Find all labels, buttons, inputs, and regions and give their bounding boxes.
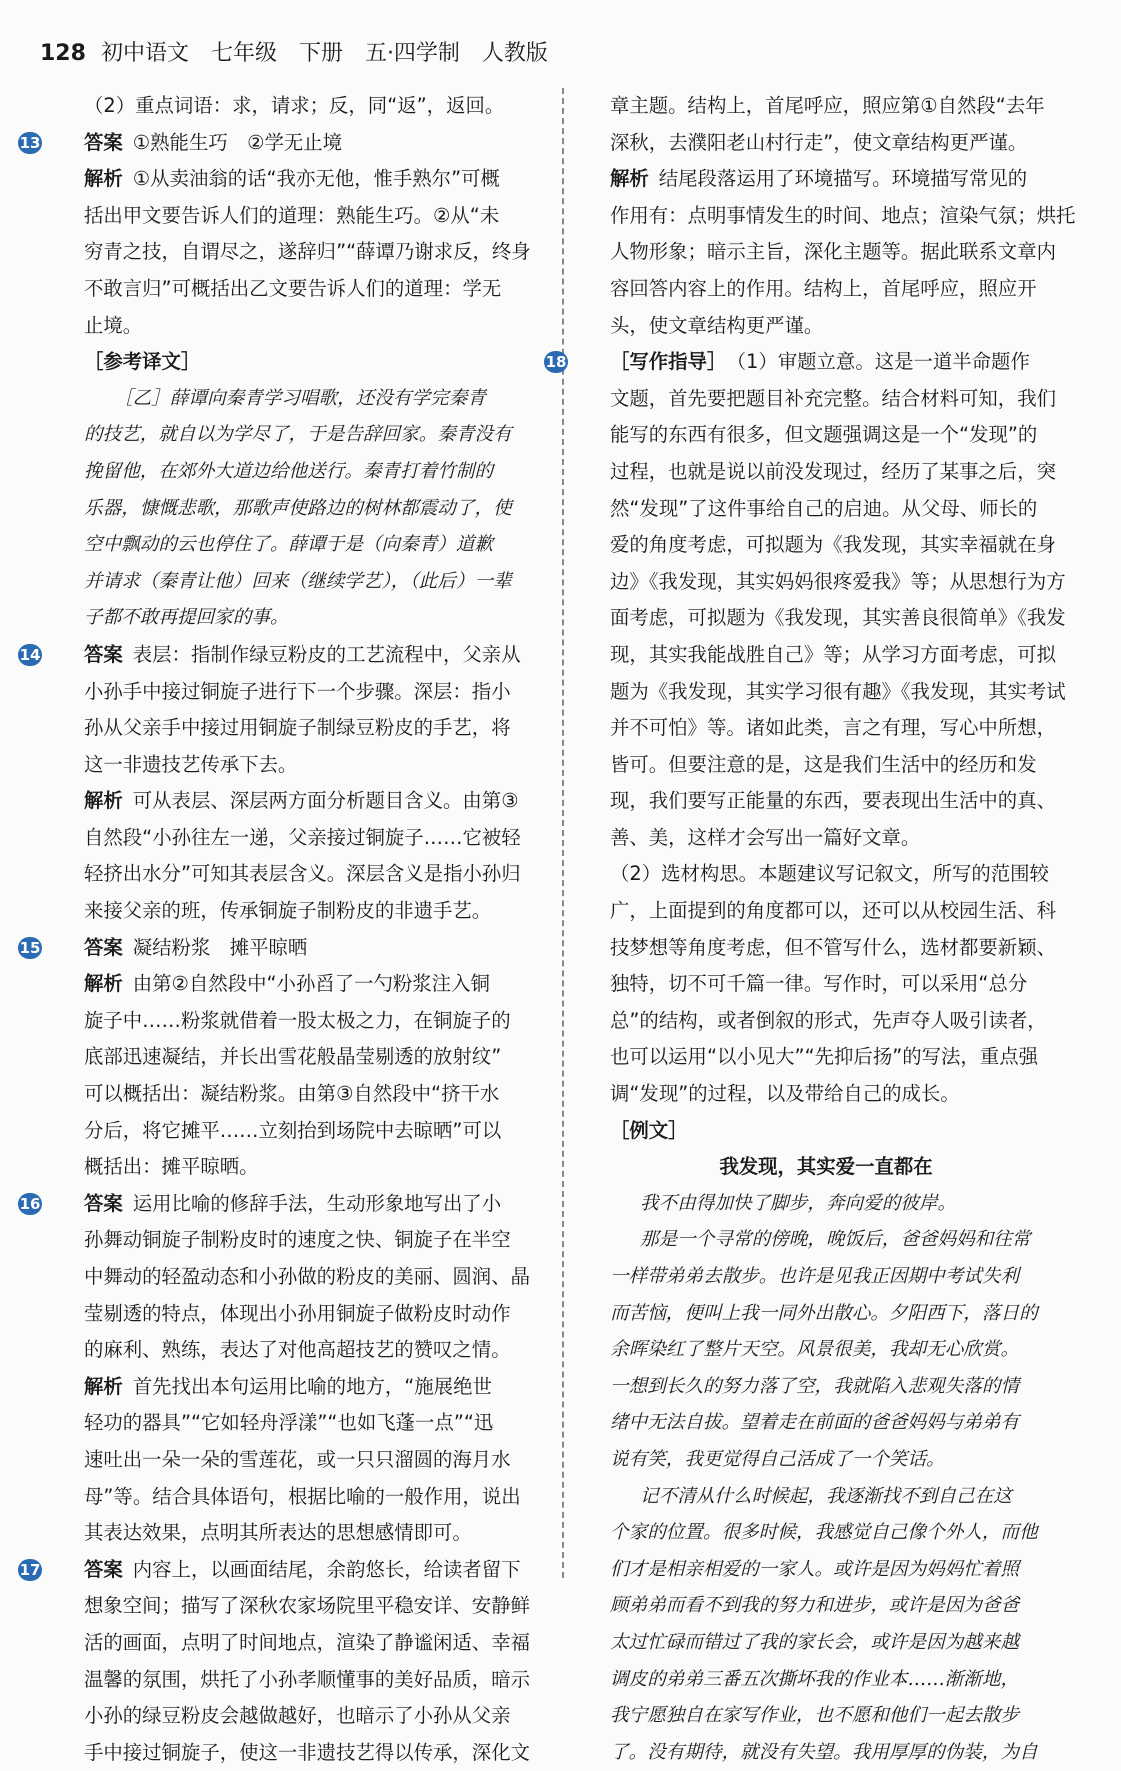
text-line: [578, 1698, 1074, 1735]
line-text: 挽留他，在郊外大道边给他送行。秦青打着竹制的: [84, 460, 494, 482]
question-number-badge: 13: [19, 133, 41, 152]
text-line: [578, 125, 1074, 162]
text-line: [578, 381, 1074, 418]
text-line: [52, 820, 548, 857]
text-line: [578, 1442, 1074, 1479]
text-line: [578, 527, 1074, 564]
text-line: [578, 1735, 1074, 1771]
line-text: 并请求（秦青让他）回来（继续学艺），（此后）一辈: [84, 570, 512, 592]
line-text: 内容上，以画面结尾，余韵悠长，给读者留下: [132, 1557, 521, 1581]
text-line: [52, 747, 548, 784]
text-line: [52, 234, 548, 271]
line-text: （2）重点词语：求，请求；反，同“返”，返回。: [84, 94, 505, 117]
line-text: 记不清从什么时候起，我逐渐找不到自己在这: [640, 1485, 1012, 1507]
line-text: 章主题。结构上，首尾呼应，照应第①自然段“去年: [610, 94, 1045, 117]
line-text: 太过忙碌而错过了我的家长会，或许是因为越来越: [610, 1631, 1020, 1653]
answer-label: 答案: [84, 642, 123, 666]
answer-label: ［写作指导］: [610, 350, 727, 374]
line-text: 止境。: [84, 313, 143, 337]
book-info: 初中语文 七年级 下册 五·四学制 人教版: [100, 41, 548, 66]
line-text: 现，我们要写正能量的东西，要表现出生活中的真、: [610, 789, 1056, 813]
answer-label: 解析: [84, 972, 123, 996]
line-text: 其表达效果，点明其所表达的思想感情即可。: [84, 1521, 472, 1545]
page-number: 128: [40, 41, 86, 66]
text-line: [578, 564, 1074, 601]
line-text: 想象空间；描写了深秋农家场院里平稳安详、安静鲜: [84, 1594, 530, 1618]
line-text: 作用有：点明事情发生的时间、地点；渲染气氛；烘托: [610, 203, 1076, 227]
line-text: 文题，首先要把题目补充完整。结合材料可知，我们: [610, 386, 1056, 410]
text-line: [578, 930, 1074, 967]
line-text: 穷青之技，自谓尽之，遂辞归”“薛谭乃谢求反，终身: [84, 240, 531, 264]
text-line: [578, 161, 1074, 198]
text-line: [578, 1003, 1074, 1040]
line-text: 底部迅速凝结，并长出雪花般晶莹剔透的放射纹”: [84, 1045, 502, 1069]
line-text: 轻挤出水分”可知其表层含义。深层含义是指小孙归: [84, 862, 521, 886]
text-line: [578, 893, 1074, 930]
line-text: 独特，切不可千篇一律。写作时，可以采用“总分: [610, 972, 1028, 996]
text-line: [578, 1296, 1074, 1333]
text-line: [578, 491, 1074, 528]
line-text: 中舞动的轻盈动态和小孙做的粉皮的美丽、圆润、晶: [84, 1265, 530, 1288]
text-line: [578, 1259, 1074, 1296]
text-line: [52, 710, 548, 747]
text-line: [578, 1405, 1074, 1442]
line-text: 结尾段落运用了环境描写。环境描写常见的: [658, 167, 1028, 191]
line-text: 我宁愿独自在家写作业，也不愿和他们一起去散步: [610, 1705, 1020, 1727]
text-line: [578, 1588, 1074, 1625]
question-number-badge: 17: [19, 1560, 41, 1579]
text-line: [52, 1039, 548, 1076]
line-text: 并不可怕》等。诸如此类，言之有理，写心中所想，: [610, 716, 1056, 740]
line-text: 莹剔透的特点，体现出小孙用铜旋子做粉皮时动作: [84, 1301, 511, 1325]
text-line: [52, 1369, 548, 1406]
line-text: 总”的结构，或者倒叙的形式，先声夺人吸引读者，: [610, 1008, 1047, 1032]
text-line: [578, 783, 1074, 820]
answer-label: 解析: [610, 167, 649, 191]
text-line: [52, 1515, 548, 1552]
line-text: 然“发现”了这件事给自己的启迪。从父母、师长的: [610, 496, 1038, 520]
answer-label: 答案: [84, 935, 123, 959]
text-line: [578, 637, 1074, 674]
text-line: [52, 381, 548, 418]
text-line: [52, 198, 548, 235]
text-line: [52, 1259, 548, 1296]
line-text: 的麻利、熟练，表达了对他高超技艺的赞叹之情。: [84, 1338, 511, 1362]
line-text: 深秋，去濮阳老山村行走”，使文章结构更严谨。: [610, 130, 1028, 154]
text-line: [52, 1222, 548, 1259]
line-text: ①从卖油翁的话“我亦无他，惟手熟尔”可概: [132, 167, 500, 191]
line-text: 自然段“小孙往左一递，父亲接过铜旋子……它被轻: [84, 825, 521, 849]
line-text: 顾弟弟而看不到我的努力和进步，或许是因为爸爸: [610, 1595, 1020, 1617]
text-line: [52, 674, 548, 711]
text-line: [578, 710, 1074, 747]
text-line: [52, 1405, 548, 1442]
text-line: [52, 344, 548, 381]
answer-label: 解析: [84, 789, 123, 813]
line-text: 面考虑，可拟题为《我发现，其实善良很简单》《我发: [610, 606, 1066, 630]
column-divider: [562, 88, 564, 1578]
text-line: [52, 1479, 548, 1516]
text-line: [578, 820, 1074, 857]
question-number-badge: 14: [19, 645, 41, 664]
line-text: 们才是相亲相爱的一家人。或许是因为妈妈忙着照: [610, 1558, 1020, 1580]
line-text: （2）选材构思。本题建议写记叙文，所写的范围较: [610, 862, 1049, 886]
line-text: 善、美，这样才会写出一篇好文章。: [610, 825, 921, 849]
line-text: 我发现，其实爱一直都在: [719, 1155, 933, 1179]
line-text: 旋子中……粉浆就借着一股太极之力，在铜旋子的: [84, 1008, 511, 1032]
line-text: 可以概括出：凝结粉浆。由第③自然段中“挤干水: [84, 1082, 500, 1106]
line-text: 皆可。但要注意的是，这是我们生活中的经历和发: [610, 752, 1037, 776]
text-line: [19, 125, 548, 162]
line-text: 轻功的器具”“它如轻舟浮漾”“也如飞蓬一点”“迅: [84, 1411, 494, 1435]
text-line: [578, 1479, 1074, 1516]
line-text: ［乙］薛谭向秦青学习唱歌，还没有学完秦青: [114, 387, 486, 409]
line-text: 可从表层、深层两方面分析题目含义。由第③: [132, 789, 519, 813]
text-line: [52, 1588, 548, 1625]
text-line: [578, 966, 1074, 1003]
line-text: ［参考译文］: [84, 350, 201, 374]
text-line: [578, 856, 1074, 893]
line-text: 的技艺，就自以为学尽了，于是告辞回家。秦青没有: [84, 424, 512, 446]
text-line: [578, 234, 1074, 271]
answer-label: 解析: [84, 167, 123, 191]
line-text: 不敢言归”可概括出乙文要告诉人们的道理：学无: [84, 276, 502, 300]
text-line: [52, 893, 548, 930]
line-text: 概括出：摊平晾晒。: [84, 1155, 259, 1179]
line-text: 小孙手中接过铜旋子进行下一个步骤。深层：指小: [84, 679, 511, 703]
text-line: [52, 1698, 548, 1735]
text-line: [52, 564, 548, 601]
text-line: [578, 454, 1074, 491]
line-text: ①熟能生巧 ②学无止境: [132, 130, 343, 154]
line-text: 手中接过铜旋子，使这一非遗技艺得以传承，深化文: [84, 1740, 530, 1764]
line-text: 活的画面，点明了时间地点，渲染了静谧闲适、幸福: [84, 1630, 530, 1654]
text-line: [578, 198, 1074, 235]
line-text: 题为《我发现，其实学习很有趣》《我发现，其实考试: [610, 679, 1066, 703]
line-text: 速吐出一朵一朵的雪莲花，或一只只溜圆的海月水: [84, 1447, 511, 1471]
answer-label: 解析: [84, 1374, 123, 1398]
line-text: 温馨的氛围，烘托了小孙孝顺懂事的美好品质，暗示: [84, 1667, 530, 1691]
line-text: 空中飘动的云也停住了。薛谭于是（向秦青）道歉: [84, 534, 494, 556]
answer-label: 答案: [84, 1191, 123, 1215]
line-text: 孙从父亲手中接过用铜旋子制绿豆粉皮的手艺，将: [84, 716, 511, 740]
text-line: [578, 1369, 1074, 1406]
text-line: [578, 1039, 1074, 1076]
text-line: [52, 1442, 548, 1479]
text-line: [578, 1186, 1074, 1223]
text-line: [52, 1662, 548, 1699]
line-text: 余晖染红了整片天空。风景很美，我却无心欣赏。: [610, 1339, 1020, 1361]
line-text: 而苦恼，便叫上我一同外出散心。夕阳西下，落日的: [610, 1302, 1038, 1324]
text-line: [19, 1186, 548, 1223]
line-text: 括出甲文要告诉人们的道理：熟能生巧。②从“未: [84, 203, 500, 227]
left-column: [19, 88, 548, 1771]
line-text: 技梦想等角度考虑，但不管写什么，选材都要新颖、: [610, 935, 1056, 959]
text-line: [578, 1662, 1074, 1699]
answer-label: 答案: [84, 1557, 123, 1581]
line-text: 广，上面提到的角度都可以，还可以从校园生活、科: [610, 899, 1056, 923]
answer-label: 答案: [84, 130, 123, 154]
line-text: 小孙的绿豆粉皮会越做越好，也暗示了小孙从父亲: [84, 1704, 511, 1728]
text-line: [52, 527, 548, 564]
text-line: [578, 271, 1074, 308]
line-text: 边》《我发现，其实妈妈很疼爱我》等；从思想行为方: [610, 569, 1066, 593]
question-number-badge: 15: [19, 938, 41, 957]
text-line: [578, 1222, 1074, 1259]
line-text: 能写的东西有很多，但文题强调这是一个“发现”的: [610, 423, 1038, 447]
text-line: [52, 783, 548, 820]
line-text: 分后，将它摊平……立刻抬到场院中去晾晒”可以: [84, 1118, 502, 1142]
text-line: [578, 1149, 1074, 1186]
line-text: 那是一个寻常的傍晚，晚饭后，爸爸妈妈和往常: [640, 1229, 1031, 1251]
text-line: [52, 1003, 548, 1040]
line-text: 一想到长久的努力落了空，我就陷入悲观失落的情: [610, 1375, 1020, 1397]
text-line: [52, 271, 548, 308]
text-line: [578, 674, 1074, 711]
text-line: [52, 1113, 548, 1150]
line-text: 过程，也就是说以前没发现过，经历了某事之后，突: [610, 459, 1056, 483]
text-line: [578, 600, 1074, 637]
text-line: [19, 930, 548, 967]
text-line: [578, 1552, 1074, 1589]
line-text: 头，使文章结构更严谨。: [610, 313, 824, 337]
text-line: [578, 1076, 1074, 1113]
line-text: 子都不敢再提回家的事。: [84, 607, 289, 629]
line-text: 个家的位置。很多时候，我感觉自己像个外人，而他: [610, 1522, 1038, 1544]
text-line: [52, 1149, 548, 1186]
line-text: 表层：指制作绿豆粉皮的工艺流程中，父亲从: [132, 642, 521, 666]
text-line: [545, 344, 1074, 381]
line-text: 乐器，慷慨悲歌，那歌声使路边的树林都震动了，使: [84, 497, 512, 519]
text-line: [52, 600, 548, 637]
line-text: 来接父亲的班，传承铜旋子制粉皮的非遗手艺。: [84, 899, 492, 923]
text-line: [578, 747, 1074, 784]
text-line: [52, 88, 548, 125]
text-line: [52, 1735, 548, 1771]
text-line: [578, 88, 1074, 125]
line-text: 孙舞动铜旋子制粉皮时的速度之快、铜旋子在半空: [84, 1228, 511, 1252]
page-header: [40, 36, 548, 68]
line-text: 凝结粉浆 摊平晾晒: [132, 935, 308, 959]
text-line: [52, 454, 548, 491]
question-number-badge: 18: [545, 353, 567, 372]
text-line: [52, 491, 548, 528]
text-line: [52, 966, 548, 1003]
right-column: [545, 88, 1076, 1771]
text-line: [52, 161, 548, 198]
text-line: [19, 637, 548, 674]
text-line: [578, 1515, 1074, 1552]
line-text: 首先找出本句运用比喻的地方，“施展绝世: [132, 1374, 492, 1398]
text-line: [52, 1076, 548, 1113]
text-line: [578, 417, 1074, 454]
line-text: 人物形象；暗示主旨，深化主题等。据此联系文章内: [610, 240, 1056, 264]
text-line: [52, 1625, 548, 1662]
text-line: [578, 1625, 1074, 1662]
line-text: 我不由得加快了脚步，奔向爱的彼岸。: [640, 1192, 957, 1214]
text-line: [578, 308, 1074, 345]
text-line: [52, 1296, 548, 1333]
text-line: [52, 308, 548, 345]
line-text: 调“发现”的过程，以及带给自己的成长。: [610, 1082, 960, 1106]
line-text: 绪中无法自拔。望着走在前面的爸爸妈妈与弟弟有: [610, 1412, 1020, 1434]
line-text: 了。没有期待，就没有失望。我用厚厚的伪装，为自: [610, 1741, 1038, 1763]
line-text: 母”等。结合具体语句，根据比喻的一般作用，说出: [84, 1484, 521, 1508]
line-text: 也可以运用“以小见大”“先抑后扬”的写法，重点强: [610, 1045, 1038, 1069]
text-line: [19, 1552, 548, 1589]
line-text: 这一非遗技艺传承下去。: [84, 752, 298, 776]
line-text: （1）审题立意。这是一道半命题作: [736, 350, 1030, 374]
text-line: [52, 1332, 548, 1369]
line-text: 爱的角度考虑，可拟题为《我发现，其实幸福就在身: [610, 533, 1056, 557]
text-line: [52, 417, 548, 454]
text-line: [578, 1113, 1074, 1150]
line-text: 说有笑，我更觉得自己活成了一个笑话。: [610, 1448, 945, 1470]
line-text: 容回答内容上的作用。结构上，首尾呼应，照应开: [610, 276, 1037, 300]
line-text: 调皮的弟弟三番五次撕坏我的作业本……渐渐地，: [610, 1668, 1020, 1690]
line-text: 由第②自然段中“小孙舀了一勺粉浆注入铜: [132, 972, 490, 996]
line-text: ［例文］: [610, 1118, 688, 1142]
question-number-badge: 16: [19, 1194, 41, 1213]
line-text: 一样带弟弟去散步。也许是见我正因期中考试失利: [610, 1266, 1020, 1287]
line-text: 现，其实我能战胜自己》等；从学习方面考虑，可拟: [610, 642, 1056, 666]
text-line: [578, 1332, 1074, 1369]
text-line: [52, 856, 548, 893]
line-text: 运用比喻的修辞手法，生动形象地写出了小: [132, 1191, 502, 1215]
